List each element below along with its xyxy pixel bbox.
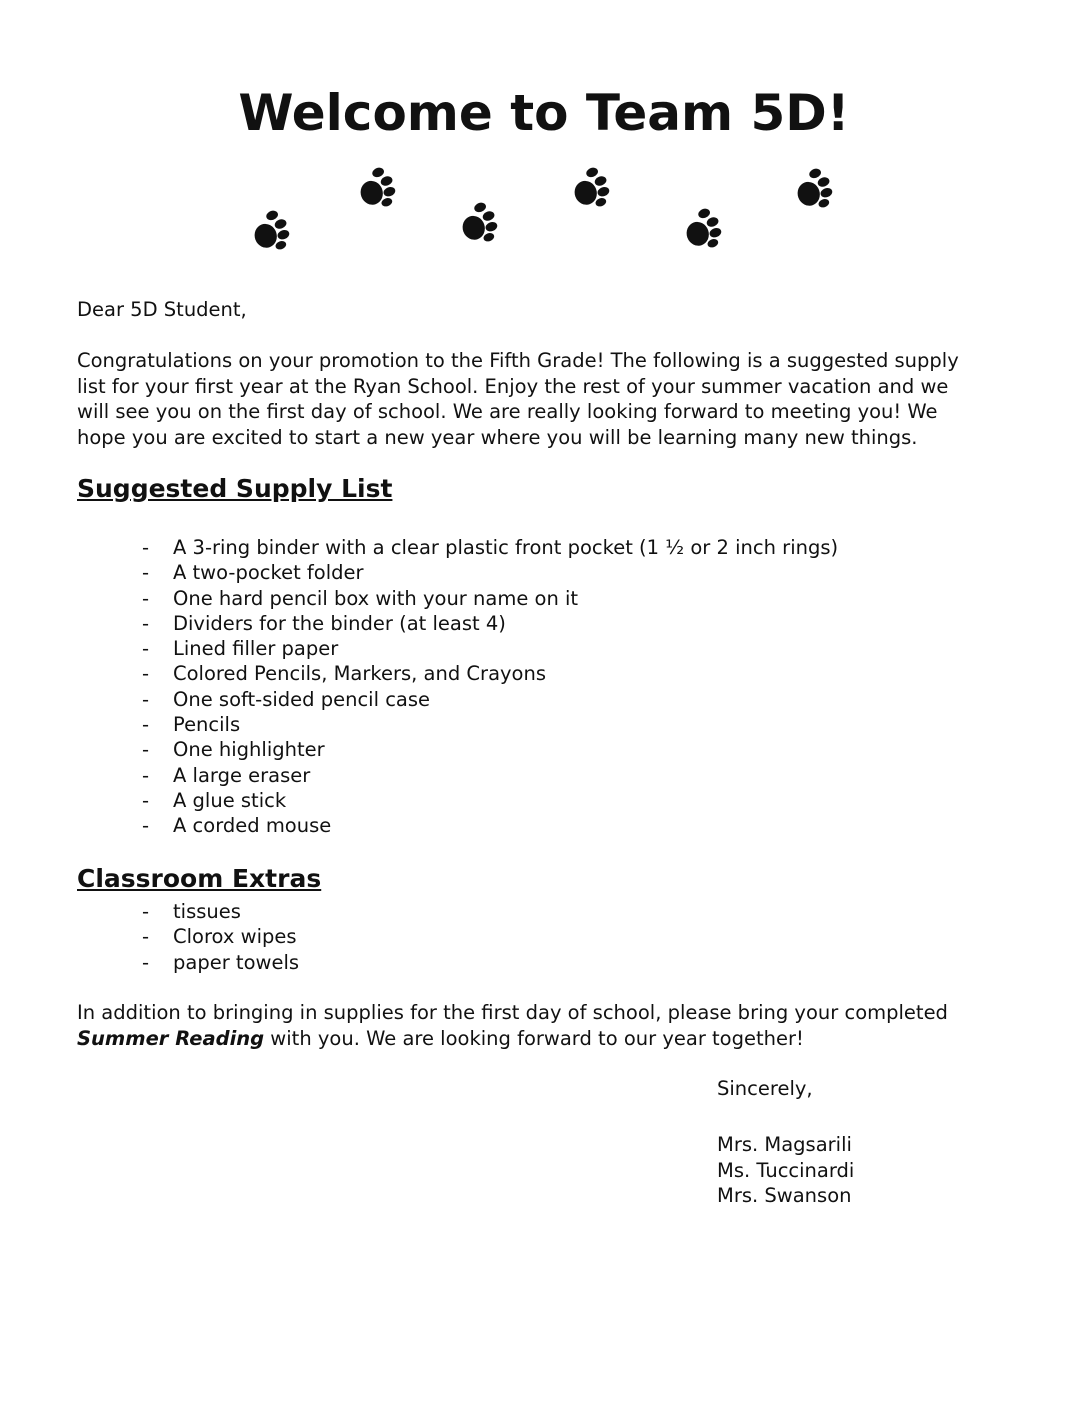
signer-name: Mrs. Swanson (717, 1184, 852, 1207)
paw-print-icon (789, 164, 837, 212)
list-item: - Dividers for the binder (at least 4) (138, 611, 838, 636)
closing-line-rest: with you. We are looking forward to our year together! (264, 1026, 804, 1050)
closing-line: In addition to bringing in supplies for the first day of school, please bring your completed (77, 1001, 948, 1024)
list-item: - A large eraser (138, 763, 838, 788)
list-item: - Lined filler paper (138, 636, 838, 661)
salutation: Dear 5D Student, (77, 298, 247, 321)
list-item: - One highlighter (138, 737, 838, 762)
list-item: - paper towels (138, 950, 299, 975)
list-item: - A 3-ring binder with a clear plastic front pocket (1 ½ or 2 inch rings) (138, 535, 838, 560)
list-item: - A corded mouse (138, 813, 838, 838)
list-item: - A glue stick (138, 788, 838, 813)
paw-print-icon (566, 163, 614, 211)
intro-paragraph (77, 348, 1017, 450)
extras-list (138, 899, 299, 975)
paw-print-icon (246, 206, 294, 254)
closing-line (77, 1026, 1017, 1052)
page-title: Welcome to Team 5D! (238, 84, 850, 142)
signature-names (717, 1132, 854, 1209)
paw-print-icon (678, 204, 726, 252)
intro-line: will see you on the first day of school. We are really looking forward to meeting you! We (77, 400, 938, 423)
list-item: - Colored Pencils, Markers, and Crayons (138, 661, 838, 686)
supply-list-heading: Suggested Supply List (77, 474, 393, 503)
intro-line: hope you are excited to start a new year where you will be learning many new things. (77, 425, 918, 449)
supply-list (138, 535, 838, 839)
list-item: - Clorox wipes (138, 924, 299, 949)
list-item: - A two-pocket folder (138, 560, 838, 585)
closing-paragraph (77, 1000, 1017, 1051)
paw-print-icon (352, 163, 400, 211)
intro-line: Congratulations on your promotion to the Fifth Grade! The following is a suggested supply (77, 349, 959, 372)
signer-name: Mrs. Magsarili (717, 1133, 852, 1156)
paw-print-icon (454, 198, 502, 246)
list-item: - One soft-sided pencil case (138, 687, 838, 712)
classroom-extras-heading: Classroom Extras (77, 864, 322, 893)
intro-line: list for your first year at the Ryan School. Enjoy the rest of your summer vacation and we (77, 374, 949, 398)
list-item: - tissues (138, 899, 299, 924)
summer-reading-emphasis: Summer Reading (77, 1026, 265, 1050)
list-item: - One hard pencil box with your name on it (138, 586, 838, 611)
list-item: - Pencils (138, 712, 838, 737)
paw-prints-decoration (0, 0, 1088, 280)
valediction: Sincerely, (717, 1077, 813, 1100)
signer-name: Ms. Tuccinardi (717, 1158, 855, 1182)
